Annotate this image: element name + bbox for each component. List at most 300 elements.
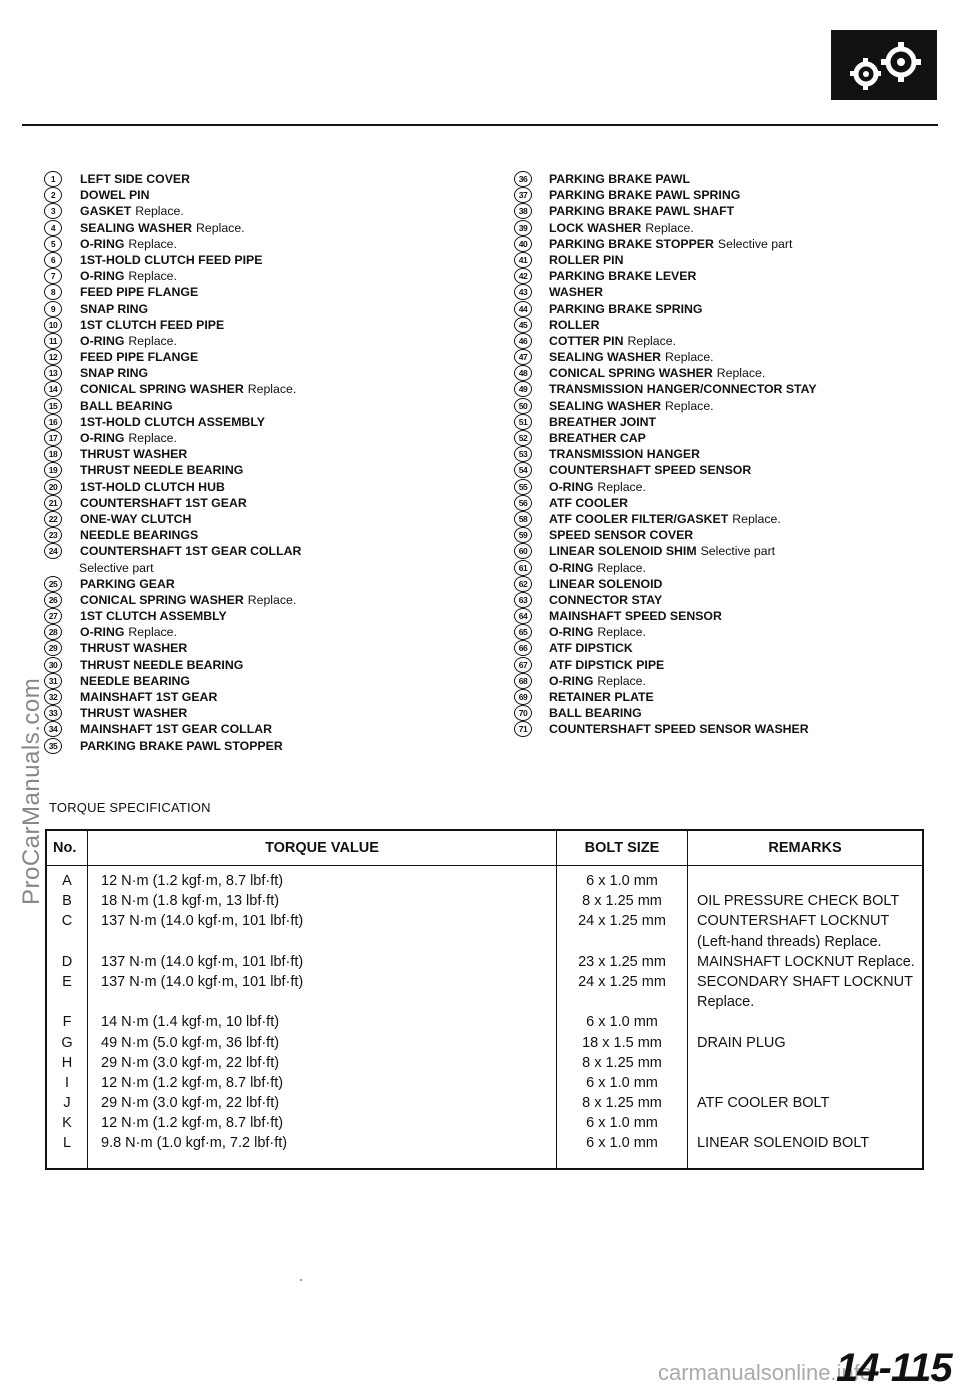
torque-row-label: I [64, 1074, 70, 1091]
part-name: WASHER [549, 285, 603, 300]
part-number-badge: 26 [44, 592, 62, 608]
part-item [514, 414, 934, 430]
bolt-size-cell: 8 x 1.25 mm [582, 1095, 662, 1112]
part-number-badge: 65 [514, 624, 532, 640]
part-item [514, 220, 934, 236]
part-number-badge: 37 [514, 187, 532, 203]
part-item [514, 576, 934, 592]
part-number-badge: 38 [514, 203, 532, 219]
part-item [44, 543, 474, 559]
part-name: THRUST NEEDLE BEARING [80, 463, 244, 478]
part-note: Replace. [128, 269, 177, 284]
part-number-badge: 30 [44, 657, 62, 673]
part-number-badge: 51 [514, 414, 532, 430]
part-number-badge: 11 [44, 333, 62, 349]
part-subnote: Selective part [79, 560, 154, 575]
part-item [44, 430, 474, 446]
part-number-badge: 27 [44, 608, 62, 624]
part-note: Selective part [700, 544, 776, 559]
bolt-size-cell: 6 x 1.0 mm [586, 1014, 658, 1031]
gear-section-icon [831, 30, 937, 100]
part-number-badge: 40 [514, 236, 532, 252]
part-name: O-RING [80, 269, 125, 284]
torque-row-label: A [62, 873, 72, 889]
part-item [44, 495, 474, 511]
part-item [44, 301, 474, 317]
part-number-badge: 13 [44, 365, 62, 381]
remarks-cell: DRAIN PLUG [697, 1034, 786, 1051]
page-number: 14-115 [836, 1346, 952, 1390]
part-number-badge: 35 [44, 738, 62, 754]
part-name: SPEED SENSOR COVER [549, 528, 694, 543]
part-item [514, 398, 934, 414]
part-number-badge: 70 [514, 705, 532, 721]
part-note: Replace. [597, 479, 646, 494]
part-item [514, 462, 934, 478]
part-item [514, 349, 934, 365]
part-number-badge: 50 [514, 398, 532, 414]
part-name: THRUST WASHER [80, 706, 188, 721]
torque-value-cell: 18 N·m (1.8 kgf·m, 13 lbf·ft) [101, 893, 280, 910]
part-name: NEEDLE BEARING [80, 673, 190, 688]
part-name: ONE-WAY CLUTCH [80, 511, 192, 526]
col-torque-value [88, 866, 557, 1169]
remarks-cell [689, 1113, 921, 1133]
part-number-badge: 7 [44, 268, 62, 284]
part-item [44, 479, 474, 495]
part-item [44, 171, 474, 187]
part-item [514, 236, 934, 252]
col-bolt-size [557, 866, 688, 1169]
part-number-badge: 64 [514, 608, 532, 624]
part-name: O-RING [549, 479, 594, 494]
part-number-badge: 48 [514, 365, 532, 381]
part-note: Replace. [247, 382, 297, 397]
col-header-torque-value: TORQUE VALUE [88, 830, 557, 866]
part-number-badge: 60 [514, 543, 532, 559]
part-item [514, 721, 934, 737]
part-number-badge: 25 [44, 576, 62, 592]
part-number-badge: 28 [44, 624, 62, 640]
part-name: ATF COOLER FILTER/GASKET [549, 511, 729, 526]
part-item [514, 381, 934, 397]
part-item [44, 333, 474, 349]
part-number-badge: 1 [44, 171, 62, 187]
part-name: THRUST WASHER [80, 641, 188, 656]
torque-row-label [48, 932, 86, 952]
part-name: O-RING [80, 333, 125, 348]
torque-value-cell: 137 N·m (14.0 kgf·m, 101 lbf·ft) [101, 953, 304, 970]
part-item [514, 333, 934, 349]
part-item [514, 592, 934, 608]
part-name: CONICAL SPRING WASHER [80, 382, 244, 397]
part-item [44, 187, 474, 203]
remarks-cell [689, 1012, 921, 1032]
part-note: Replace. [597, 625, 646, 640]
torque-row-label: H [61, 1054, 73, 1071]
part-name: PARKING BRAKE PAWL SPRING [549, 188, 741, 203]
part-item [514, 317, 934, 333]
torque-value-cell: 9.8 N·m (1.0 kgf·m, 7.2 lbf·ft) [101, 1135, 288, 1152]
part-number-badge: 69 [514, 689, 532, 705]
torque-row-label: F [62, 1014, 72, 1031]
part-number-badge: 16 [44, 414, 62, 430]
part-name: FEED PIPE FLANGE [80, 350, 199, 365]
part-name: PARKING BRAKE STOPPER [549, 236, 714, 251]
part-item [44, 220, 474, 236]
remarks-cell: OIL PRESSURE CHECK BOLT [697, 893, 900, 910]
part-name: O-RING [549, 673, 594, 688]
torque-row-label: K [62, 1115, 72, 1132]
torque-value-cell: 29 N·m (3.0 kgf·m, 22 lbf·ft) [101, 1095, 280, 1112]
remarks-cell: MAINSHAFT LOCKNUT Replace. [697, 953, 915, 970]
part-name: COTTER PIN [549, 333, 624, 348]
part-name: RETAINER PLATE [549, 690, 654, 704]
part-number-badge: 24 [44, 543, 62, 559]
bolt-size-cell: 24 x 1.25 mm [578, 913, 666, 930]
part-item [514, 446, 934, 462]
part-name: PARKING BRAKE PAWL [549, 172, 690, 186]
bolt-size-cell: 23 x 1.25 mm [578, 953, 666, 970]
part-item [44, 657, 474, 673]
part-item [44, 446, 474, 462]
torque-value-cell: 29 N·m (3.0 kgf·m, 22 lbf·ft) [101, 1054, 280, 1071]
torque-value-cell: 12 N·m (1.2 kgf·m, 8.7 lbf·ft) [101, 1074, 284, 1091]
side-watermark: ProCarManuals.com [18, 677, 45, 905]
part-number-badge: 43 [514, 284, 532, 300]
part-name: COUNTERSHAFT 1ST GEAR COLLAR [80, 544, 302, 559]
torque-row-label: B [62, 893, 72, 910]
top-rule [22, 124, 938, 126]
bolt-size-cell: 24 x 1.25 mm [578, 973, 666, 990]
part-note: Replace. [716, 366, 766, 381]
part-item [514, 479, 934, 495]
torque-table-body [46, 866, 923, 1169]
part-number-badge: 22 [44, 511, 62, 527]
torque-row-label [48, 992, 86, 1012]
part-number-badge: 12 [44, 349, 62, 365]
part-number-badge: 66 [514, 640, 532, 656]
part-number-badge: 45 [514, 317, 532, 333]
part-number-badge: 18 [44, 446, 62, 462]
part-name: MAINSHAFT SPEED SENSOR [549, 609, 722, 624]
part-item [44, 527, 474, 543]
part-name: GASKET [80, 204, 132, 219]
remarks-cell: (Left-hand threads) Replace. [697, 933, 882, 950]
part-item [514, 495, 934, 511]
part-item [44, 203, 474, 219]
part-item [514, 252, 934, 268]
part-item [514, 203, 934, 219]
part-note: Replace. [627, 333, 677, 348]
part-name: FEED PIPE FLANGE [80, 285, 199, 300]
part-name: LINEAR SOLENOID [549, 576, 663, 591]
part-note: Replace. [196, 220, 245, 235]
part-item [44, 365, 474, 381]
part-item [44, 576, 474, 592]
part-name: BALL BEARING [549, 706, 642, 721]
part-number-badge: 20 [44, 479, 62, 495]
stray-dot [300, 1279, 302, 1281]
part-number-badge: 59 [514, 527, 532, 543]
part-name: ATF DIPSTICK [549, 641, 633, 656]
part-name: PARKING GEAR [80, 576, 175, 591]
part-item [514, 527, 934, 543]
part-number-badge: 62 [514, 576, 532, 592]
part-number-badge: 23 [44, 527, 62, 543]
part-number-badge: 53 [514, 446, 532, 462]
parts-list-right [514, 171, 934, 738]
bolt-size-cell: 8 x 1.25 mm [582, 893, 662, 910]
part-item [514, 657, 934, 673]
part-number-badge: 41 [514, 252, 532, 268]
torque-row-label: G [61, 1034, 73, 1051]
part-name: MAINSHAFT 1ST GEAR [80, 690, 218, 704]
torque-value-cell [89, 932, 555, 952]
torque-value-cell: 14 N·m (1.4 kgf·m, 10 lbf·ft) [101, 1014, 280, 1031]
part-item [514, 673, 934, 689]
part-name: PARKING BRAKE PAWL SHAFT [549, 204, 735, 219]
bolt-size-cell: 8 x 1.25 mm [582, 1054, 662, 1071]
part-name: LINEAR SOLENOID SHIM [549, 544, 697, 559]
col-no [46, 866, 88, 1169]
remarks-cell [689, 871, 921, 891]
col-header-remarks: REMARKS [688, 830, 924, 866]
part-item [44, 284, 474, 300]
part-note: Replace. [645, 220, 694, 235]
part-name: SEALING WASHER [549, 398, 662, 413]
part-name: 1ST-HOLD CLUTCH HUB [80, 479, 225, 494]
part-name: COUNTERSHAFT SPEED SENSOR [549, 463, 752, 478]
part-number-badge: 15 [44, 398, 62, 414]
col-remarks [688, 866, 924, 1169]
part-item [44, 511, 474, 527]
part-item [514, 430, 934, 446]
bolt-size-cell: 6 x 1.0 mm [586, 1135, 658, 1152]
torque-value-cell [89, 992, 555, 1012]
part-note: Replace. [128, 236, 177, 251]
part-number-badge: 10 [44, 317, 62, 333]
torque-row-label: J [63, 1095, 71, 1112]
part-number-badge: 44 [514, 301, 532, 317]
torque-value-cell: 49 N·m (5.0 kgf·m, 36 lbf·ft) [101, 1034, 280, 1051]
part-item [44, 721, 474, 737]
part-item [44, 268, 474, 284]
part-number-badge: 58 [514, 511, 532, 527]
part-note: Replace. [247, 592, 297, 607]
remarks-cell: LINEAR SOLENOID BOLT [697, 1135, 870, 1152]
part-item [44, 381, 474, 397]
part-name: 1ST CLUTCH ASSEMBLY [80, 609, 227, 624]
part-number-badge: 33 [44, 705, 62, 721]
part-note: Replace. [128, 625, 177, 640]
part-item [514, 171, 934, 187]
part-item [44, 705, 474, 721]
torque-value-cell: 137 N·m (14.0 kgf·m, 101 lbf·ft) [101, 913, 304, 930]
part-name: CONICAL SPRING WASHER [549, 366, 713, 381]
remarks-cell: COUNTERSHAFT LOCKNUT [697, 913, 890, 930]
part-name: COUNTERSHAFT SPEED SENSOR WASHER [549, 722, 809, 737]
part-name: PARKING BRAKE LEVER [549, 269, 697, 284]
part-item [514, 268, 934, 284]
part-name: ROLLER PIN [549, 252, 624, 267]
part-number-badge: 14 [44, 381, 62, 397]
part-number-badge: 21 [44, 495, 62, 511]
part-note: Replace. [128, 431, 177, 445]
part-name: CONNECTOR STAY [549, 592, 663, 607]
part-name: ROLLER [549, 317, 600, 332]
part-name: THRUST WASHER [80, 447, 188, 462]
part-name: PARKING BRAKE SPRING [549, 301, 703, 316]
torque-spec-heading: TORQUE SPECIFICATION [49, 800, 211, 815]
part-number-badge: 34 [44, 721, 62, 737]
part-number-badge: 54 [514, 462, 532, 478]
part-item [514, 365, 934, 381]
part-name: SNAP RING [80, 301, 149, 316]
part-name: TRANSMISSION HANGER [549, 447, 700, 462]
part-name: 1ST-HOLD CLUTCH FEED PIPE [80, 252, 263, 267]
part-name: 1ST CLUTCH FEED PIPE [80, 317, 225, 332]
part-number-badge: 31 [44, 673, 62, 689]
part-number-badge: 39 [514, 220, 532, 236]
part-name: ATF DIPSTICK PIPE [549, 657, 665, 672]
footer-watermark: carmanualsonline.info [658, 1360, 873, 1385]
part-item [514, 705, 934, 721]
part-name: THRUST NEEDLE BEARING [80, 657, 244, 672]
col-header-bolt-size: BOLT SIZE [557, 830, 688, 866]
part-item [514, 560, 934, 576]
bolt-size-cell: 6 x 1.0 mm [586, 1115, 658, 1132]
part-number-badge: 49 [514, 381, 532, 397]
part-name: COUNTERSHAFT 1ST GEAR [80, 495, 247, 510]
part-number-badge: 2 [44, 187, 62, 203]
part-number-badge: 9 [44, 301, 62, 317]
part-number-badge: 61 [514, 560, 532, 576]
part-number-badge: 17 [44, 430, 62, 446]
part-item [514, 689, 934, 705]
part-item [44, 738, 474, 754]
torque-value-cell: 137 N·m (14.0 kgf·m, 101 lbf·ft) [101, 973, 304, 990]
part-item [44, 317, 474, 333]
part-name: LOCK WASHER [549, 220, 642, 235]
part-note: Selective part [717, 236, 793, 251]
part-name: MAINSHAFT 1ST GEAR COLLAR [80, 722, 272, 737]
part-number-badge: 67 [514, 657, 532, 673]
bolt-size-cell: 6 x 1.0 mm [586, 1074, 658, 1091]
part-number-badge: 8 [44, 284, 62, 300]
remarks-cell: ATF COOLER BOLT [697, 1095, 830, 1112]
bolt-size-cell: 6 x 1.0 mm [586, 873, 658, 889]
part-number-badge: 55 [514, 479, 532, 495]
part-note: Replace. [135, 204, 184, 219]
part-item [44, 673, 474, 689]
part-item [514, 624, 934, 640]
part-number-badge: 32 [44, 689, 62, 705]
part-note: Replace. [732, 511, 781, 526]
part-number-badge: 3 [44, 203, 62, 219]
bolt-size-cell [558, 932, 686, 952]
part-item [44, 236, 474, 252]
part-number-badge: 71 [514, 721, 532, 737]
part-number-badge: 6 [44, 252, 62, 268]
part-note: Replace. [665, 350, 714, 365]
part-item [44, 640, 474, 656]
part-number-badge: 42 [514, 268, 532, 284]
part-number-badge: 56 [514, 495, 532, 511]
torque-row-label: D [61, 953, 73, 970]
torque-value-cell: 12 N·m (1.2 kgf·m, 8.7 lbf·ft) [101, 873, 284, 889]
part-number-badge: 47 [514, 349, 532, 365]
part-name: SNAP RING [80, 366, 149, 381]
part-name: O-RING [80, 236, 125, 251]
part-name: DOWEL PIN [80, 188, 150, 203]
part-name: O-RING [80, 431, 125, 445]
part-name: O-RING [80, 625, 125, 640]
remarks-cell: Replace. [697, 994, 755, 1011]
torque-row-label: L [62, 1135, 72, 1152]
part-note: Replace. [597, 673, 646, 688]
part-number-badge: 4 [44, 220, 62, 236]
part-name: BREATHER JOINT [549, 414, 657, 429]
part-name: LEFT SIDE COVER [80, 172, 190, 186]
part-item [44, 608, 474, 624]
part-name: O-RING [549, 560, 594, 575]
torque-row-label: C [61, 913, 73, 930]
part-number-badge: 63 [514, 592, 532, 608]
part-number-badge: 52 [514, 430, 532, 446]
part-number-badge: 5 [44, 236, 62, 252]
part-number-badge: 29 [44, 640, 62, 656]
part-item [514, 608, 934, 624]
part-item [514, 284, 934, 300]
bolt-size-cell: 18 x 1.5 mm [582, 1034, 662, 1051]
part-name: O-RING [549, 625, 594, 640]
torque-value-cell: 12 N·m (1.2 kgf·m, 8.7 lbf·ft) [101, 1115, 284, 1132]
part-name: SEALING WASHER [80, 220, 193, 235]
part-number-badge: 36 [514, 171, 532, 187]
part-item [514, 511, 934, 527]
part-name: ATF COOLER [549, 495, 629, 510]
part-number-badge: 19 [44, 462, 62, 478]
part-item [44, 689, 474, 705]
part-name: 1ST-HOLD CLUTCH ASSEMBLY [80, 414, 265, 429]
part-name: BALL BEARING [80, 398, 173, 413]
part-name: TRANSMISSION HANGER/CONNECTOR STAY [549, 382, 817, 397]
part-item [44, 252, 474, 268]
part-item [514, 640, 934, 656]
torque-row-label: E [62, 973, 72, 990]
part-item [514, 543, 934, 559]
part-item [44, 414, 474, 430]
part-name: BREATHER CAP [549, 431, 646, 445]
part-item [44, 462, 474, 478]
part-item [44, 624, 474, 640]
part-number-badge: 46 [514, 333, 532, 349]
bolt-size-cell [558, 992, 686, 1012]
part-name: CONICAL SPRING WASHER [80, 592, 244, 607]
part-item [44, 398, 474, 414]
part-note: Replace. [128, 333, 177, 348]
torque-table-header [46, 830, 923, 866]
part-item [44, 349, 474, 365]
part-name: PARKING BRAKE PAWL STOPPER [80, 738, 283, 753]
part-note: Replace. [597, 560, 646, 575]
remarks-cell [689, 1073, 921, 1093]
torque-table [45, 829, 924, 1170]
parts-list-left [44, 171, 474, 754]
part-note: Replace. [665, 398, 714, 413]
part-name: NEEDLE BEARINGS [80, 528, 199, 543]
